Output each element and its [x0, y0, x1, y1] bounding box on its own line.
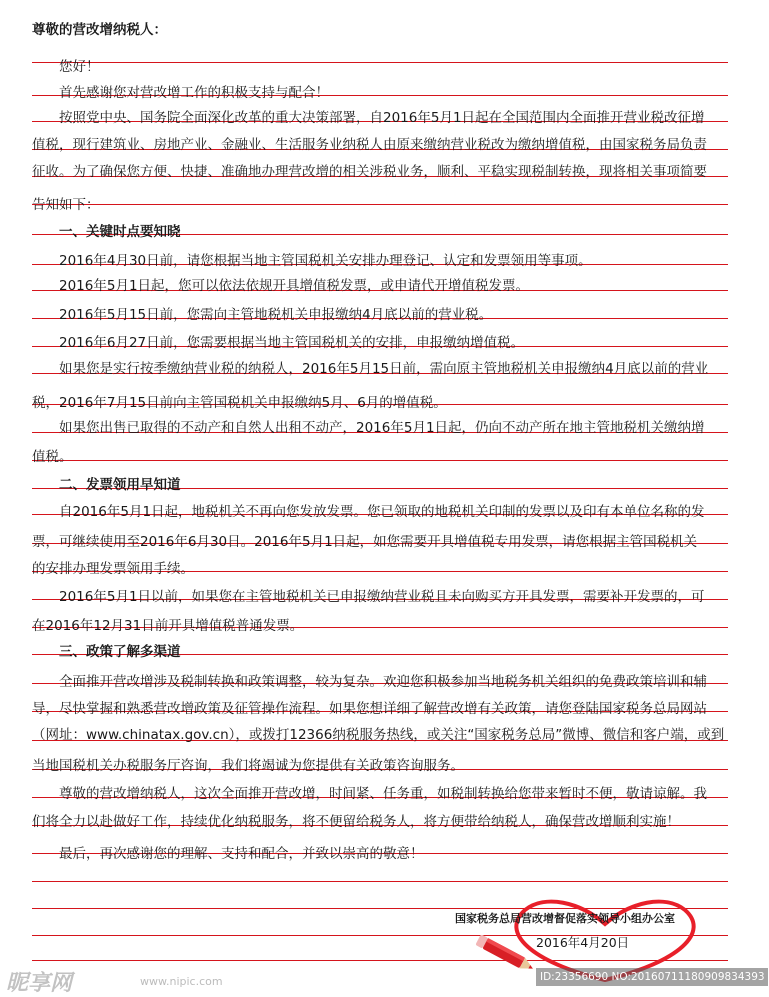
letter-line: 2016年6月27日前，您需要根据当地主管国税机关的安排，申报缴纳增值税。: [32, 335, 525, 351]
letter-line: 值税。: [32, 449, 73, 465]
letter-line: 最后，再次感谢您的理解、支持和配合，并致以崇高的敬意！: [32, 846, 424, 862]
letter-line: 导，尽快掌握和熟悉营改增政策及征管操作流程。如果您想详细了解营改增有关政策，请您登陆国家税务总局网站: [32, 701, 707, 717]
letter-line: 税，2016年7月15日前向主管国税机关申报缴纳5月、6月的增值税。: [32, 395, 447, 411]
letter-line: 尊敬的营改增纳税人：: [32, 22, 167, 38]
letter-line: 尊敬的营改增纳税人，这次全面推开营改增，时间紧、任务重，如税制转换给您带来暂时不便，敬请谅解。我: [32, 786, 707, 802]
letter-line: 二、发票领用早知道: [32, 477, 181, 493]
letter-line: 们将全力以赴做好工作，持续优化纳税服务，将不便留给税务人，将方便带给纳税人，确保营改增顺利实施！: [32, 814, 680, 830]
signature-date: 2016年4月20日: [536, 935, 630, 950]
letter-line: 在2016年12月31日前开具增值税普通发票。: [32, 618, 304, 634]
letter-line: 2016年4月30日前，请您根据当地主管国税机关安排办理登记、认定和发票领用等事项。: [32, 253, 592, 269]
watermark-logo: 昵享网: [6, 971, 73, 996]
letter-line: 征收。为了确保您方便、快捷、准确地办理营改增的相关涉税业务，顺利、平稳实现税制转换，现将相关事项简要: [32, 164, 707, 180]
letter-line: 按照党中央、国务院全面深化改革的重大决策部署，自2016年5月1日起在全国范围内全面推开营业税改征增: [32, 110, 705, 126]
letter-line: 首先感谢您对营改增工作的积极支持与配合！: [32, 85, 329, 101]
letter-line: 2016年5月1日以前，如果您在主管地税机关已申报缴纳营业税且未向购买方开具发票，需要补开发票的，可: [32, 589, 705, 605]
letter-line: 当地国税机关办税服务厅咨询，我们将竭诚为您提供有关政策咨询服务。: [32, 758, 464, 774]
watermark-url: www.nipic.com: [140, 975, 223, 988]
pencil-icon: [475, 934, 535, 974]
letter-line: 如果您是实行按季缴纳营业税的纳税人，2016年5月15日前，需向原主管地税机关申报缴纳4月底以前的营业: [32, 361, 709, 377]
signature-org: 国家税务总局营改增督促落实领导小组办公室: [455, 912, 675, 925]
letter-line: 2016年5月15日前，您需向主管地税机关申报缴纳4月底以前的营业税。: [32, 307, 493, 323]
letter-line: 三、政策了解多渠道: [32, 644, 181, 660]
letter-line: 全面推开营改增涉及税制转换和政策调整，较为复杂。欢迎您积极参加当地税务机关组织的免费政策培训和辅: [32, 674, 707, 690]
ruled-line: [32, 881, 728, 882]
letter-line: 您好！: [32, 59, 100, 75]
watermark-id: ID:23356690 NO:20160711180909834393: [536, 968, 768, 986]
letter-line: 告知如下：: [32, 197, 100, 213]
letter-line: 自2016年5月1日起，地税机关不再向您发放发票。您已领取的地税机关印制的发票以及印有本单位名称的发: [32, 504, 705, 520]
letter-line: （网址：www.chinatax.gov.cn），或拨打12366纳税服务热线，或关注“国家税务总局”微博、微信和客户端，或到: [32, 727, 725, 743]
letter-line: 值税，现行建筑业、房地产业、金融业、生活服务业纳税人由原来缴纳营业税改为缴纳增值税，由国家税务局负责: [32, 137, 707, 153]
letter-line: 2016年5月1日起，您可以依法依规开具增值税发票，或申请代开增值税发票。: [32, 278, 530, 294]
letter-line: 一、关键时点要知晓: [32, 224, 181, 240]
letter-line: 如果您出售已取得的不动产和自然人出租不动产，2016年5月1日起，仍向不动产所在地主管地税机关缴纳增: [32, 420, 705, 436]
letter-line: 票，可继续使用至2016年6月30日。2016年5月1日起，如您需要开具增值税专用发票，请您根据主管国税机关: [32, 534, 698, 550]
letter-line: 的安排办理发票领用手续。: [32, 561, 194, 577]
